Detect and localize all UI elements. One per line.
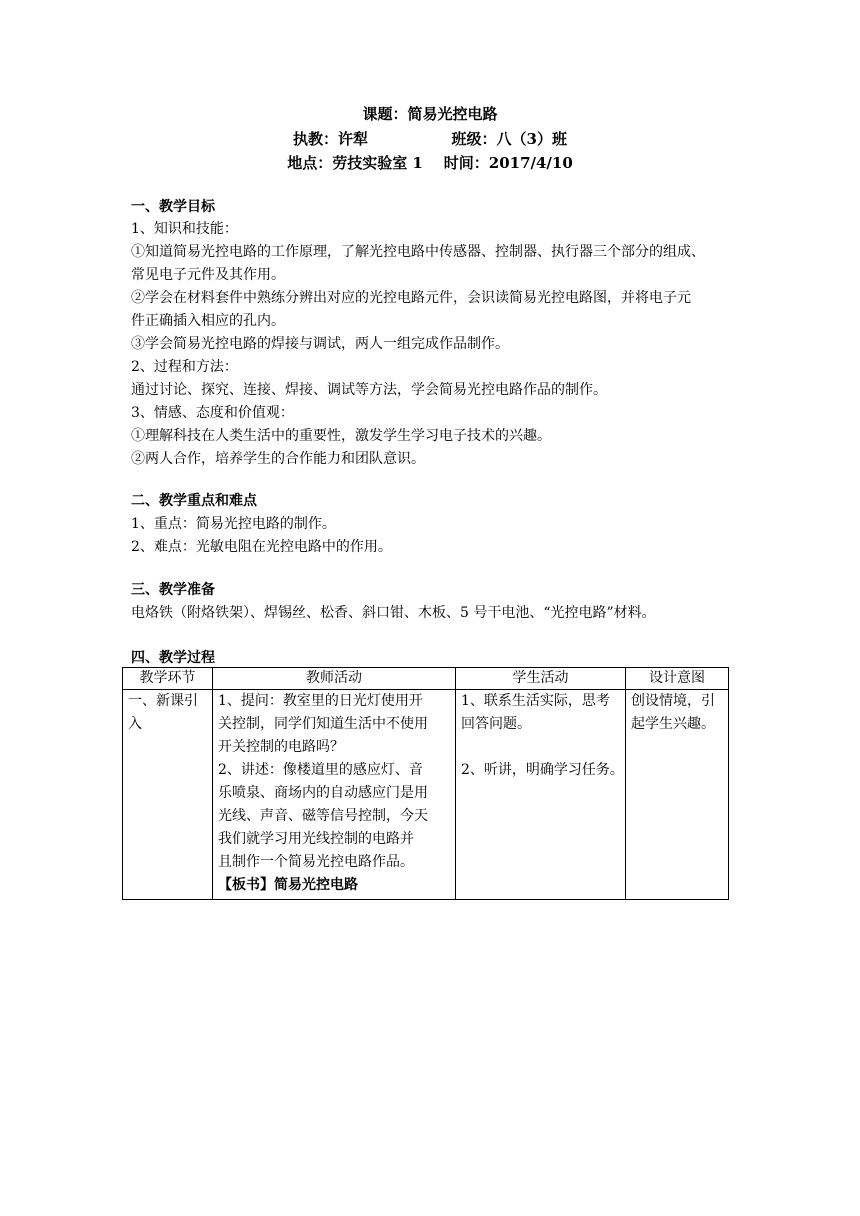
teacher-activity-line: 乐喷泉、商场内的自动感应门是用 <box>218 785 428 801</box>
column-header: 设计意图 <box>626 668 729 690</box>
section-heading-key-points: 二、教学重点和难点 <box>131 493 257 509</box>
column-header: 教师活动 <box>213 668 456 690</box>
teacher-activity-line: 光线、声音、磁等信号控制，今天 <box>218 808 428 824</box>
objectives-line: ③学会简易光控电路的焊接与调试，两人一组完成作品制作。 <box>131 336 509 352</box>
stage-text: 一、新课引入 <box>128 693 198 732</box>
column-header: 教学环节 <box>123 668 213 690</box>
spacer <box>461 736 620 759</box>
table-row <box>123 690 729 900</box>
student-activity-cell <box>456 690 626 900</box>
section-heading-objectives: 一、教学目标 <box>131 199 215 215</box>
column-header: 学生活动 <box>456 668 626 690</box>
stage-cell <box>123 690 213 900</box>
student-activity-line: 2、听讲，明确学习任务。 <box>461 762 624 778</box>
table-header-row <box>123 668 729 690</box>
teacher-activity-line: 2、讲述：像楼道里的感应灯、音 <box>218 762 423 778</box>
key-points-line: 1、重点：简易光控电路的制作。 <box>131 516 336 532</box>
section-heading-preparation: 三、教学准备 <box>131 582 215 598</box>
student-activity-line: 1、联系生活实际，思考 <box>461 693 610 709</box>
objectives-line: 1、知识和技能： <box>131 221 238 237</box>
student-activity-line: 回答问题。 <box>461 716 531 732</box>
objectives-line: ②学会在材料套件中熟练分辨出对应的光控电路元件，会识读简易光控电路图，并将电子元 <box>131 290 691 306</box>
objectives-line: 3、情感、态度和价值观： <box>131 405 294 421</box>
objectives-line: ②两人合作，培养学生的合作能力和团队意识。 <box>131 451 425 467</box>
teacher-activity-line: 1、提问：教室里的日光灯使用开 <box>218 693 423 709</box>
teacher-class-line: 执教：许犁 班级：八（3）班 <box>293 130 567 148</box>
objectives-line: ①知道简易光控电路的工作原理，了解光控电路中传感器、控制器、执行器三个部分的组成、 <box>131 244 705 260</box>
page-title: 课题：简易光控电路 <box>362 105 498 123</box>
objectives-line: 通过讨论、探究、连接、焊接、调试等方法，学会简易光控电路作品的制作。 <box>131 382 607 398</box>
teacher-activity-cell <box>213 690 456 900</box>
blackboard-note: 【板书】简易光控电路 <box>218 877 358 893</box>
section-heading-process: 四、教学过程 <box>131 650 215 666</box>
place-time-line: 地点：劳技实验室 1 时间：2017/4/10 <box>287 154 573 172</box>
key-points-line: 2、难点：光敏电阻在光控电路中的作用。 <box>131 539 392 555</box>
teacher-activity-line: 关控制，同学们知道生活中不使用 <box>218 716 428 732</box>
objectives-line: 2、过程和方法： <box>131 359 238 375</box>
objectives-line: 常见电子元件及其作用。 <box>131 267 285 283</box>
objectives-line: 件正确插入相应的孔内。 <box>131 313 285 329</box>
design-intent-text: 创设情境，引起学生兴趣。 <box>631 693 715 732</box>
teacher-activity-line: 开关控制的电路吗？ <box>218 739 344 755</box>
teacher-activity-line: 且制作一个简易光控电路作品。 <box>218 854 414 870</box>
teaching-process-table <box>122 667 729 900</box>
preparation-line: 电烙铁（附烙铁架）、焊锡丝、松香、斜口钳、木板、5 号干电池、“光控电路”材料。 <box>131 605 656 621</box>
objectives-line: ①理解科技在人类生活中的重要性，激发学生学习电子技术的兴趣。 <box>131 428 551 444</box>
design-intent-cell <box>626 690 729 900</box>
teacher-activity-line: 我们就学习用光线控制的电路并 <box>218 831 414 847</box>
